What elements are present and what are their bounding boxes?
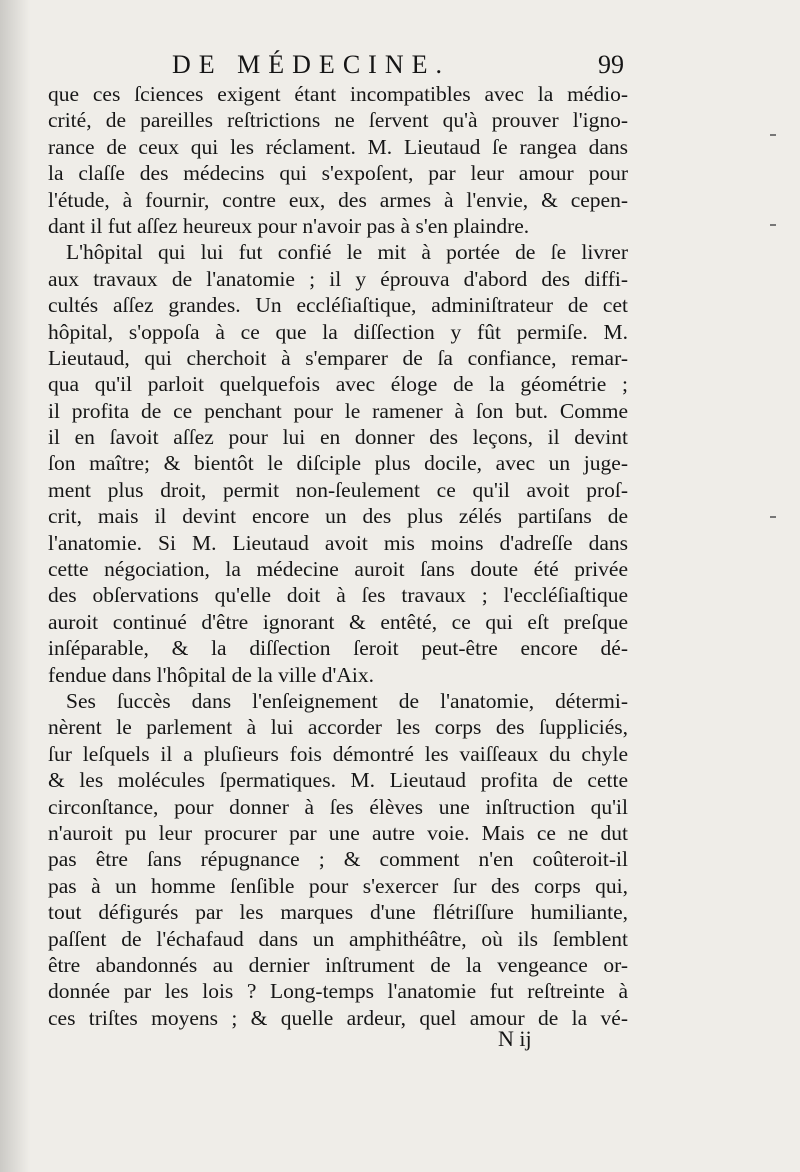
text-line: être abandonnés au dernier inſtrument de la vengeance or- — [48, 952, 628, 977]
text-line: qua qu'il parloit quelquefois avec éloge de la géométrie ; — [48, 372, 628, 397]
text-line: la claſſe des médecins qui s'expoſent, par leur amour pour — [48, 161, 628, 186]
text-line: cultés aſſez grandes. Un eccléſiaſtique, adminiſtrateur de cet — [48, 293, 628, 318]
text-line: crité, de pareilles reſtrictions ne ſervent qu'à prouver l'igno- — [48, 108, 628, 133]
text-line: ſur leſquels il a pluſieurs fois démontré les vaiſſeaux du chyle — [48, 741, 628, 766]
text-line: que ces ſciences exigent étant incompatibles avec la médio- — [48, 82, 628, 106]
text-line: des obſervations qu'elle doit à ſes travaux ; l'eccléſiaſtique — [48, 583, 628, 608]
margin-dash — [770, 224, 776, 226]
text-line: hôpital, s'oppoſa à ce que la diſſection y fût permiſe. M. — [48, 319, 628, 344]
text-line: fendue dans l'hôpital de la ville d'Aix. — [48, 662, 374, 687]
text-line: ſon maître; & bientôt le diſciple plus docile, avec un juge- — [48, 451, 628, 476]
text-line: donnée par les lois ? Long-temps l'anatomie fut reſtreinte à — [48, 979, 628, 1004]
margin-dash — [770, 516, 776, 518]
text-line: inſéparable, & la diſſection ſeroit peut-être encore dé- — [48, 636, 628, 661]
text-line: ces triſtes moyens ; & quelle ardeur, quel amour de la vé- — [48, 1005, 628, 1030]
text-line: aux travaux de l'anatomie ; il y éprouva d'abord des diffi- — [48, 266, 628, 291]
text-line: ment plus droit, permit non-ſeulement ce qu'il avoit proſ- — [48, 477, 628, 502]
margin-dash — [770, 134, 776, 136]
gutter-shadow — [0, 0, 30, 1172]
text-line: pas être ſans répugnance ; & comment n'en coûteroit-il — [48, 847, 628, 872]
text-line: paſſent de l'échafaud dans un amphithéâtre, où ils ſemblent — [48, 926, 628, 951]
text-line: il en ſavoit aſſez pour lui en donner des leçons, il devint — [48, 425, 628, 450]
text-line: & les molécules ſpermatiques. M. Lieutaud profita de cette — [48, 768, 628, 793]
text-line: auroit continué d'être ignorant & entêté, ce qui eſt preſque — [48, 609, 628, 634]
text-line: il profita de ce penchant pour le ramener à ſon but. Comme — [48, 398, 628, 423]
text-line: crit, mais il devint encore un des plus zélés partiſans de — [48, 504, 628, 529]
text-line: pas à un homme ſenſible pour s'exercer ſur des corps qui, — [48, 873, 628, 898]
text-line: cette négociation, la médecine auroit ſans doute été privée — [48, 557, 628, 582]
text-line: L'hôpital qui lui fut confié le mit à portée de ſe livrer — [66, 240, 628, 265]
signature-mark: N ij — [498, 1026, 532, 1051]
text-line: rance de ceux qui les réclament. M. Lieutaud ſe rangea dans — [48, 134, 628, 159]
text-line: dant il fut aſſez heureux pour n'avoir pas à s'en plaindre. — [48, 213, 530, 238]
text-line: tout défigurés par les marques d'une flétriſſure humiliante, — [48, 900, 628, 925]
text-line: circonſtance, pour donner à ſes élèves une inſtruction qu'il — [48, 794, 628, 819]
running-title: DE MÉDECINE. — [172, 50, 450, 79]
text-line: Lieutaud, qui cherchoit à s'emparer de ſa confiance, remar- — [48, 345, 628, 370]
page-number: 99 — [598, 50, 624, 79]
text-line: l'étude, à fournir, contre eux, des armes à l'envie, & cepen- — [48, 187, 628, 212]
text-line: Ses ſuccès dans l'enſeignement de l'anatomie, détermi- — [66, 688, 628, 713]
text-line: nèrent le parlement à lui accorder les corps des ſuppliciés, — [48, 715, 628, 740]
body-text — [48, 81, 628, 1031]
running-head — [0, 50, 800, 84]
text-line: l'anatomie. Si M. Lieutaud avoit mis moins d'adreſſe dans — [48, 530, 628, 555]
text-line: n'auroit pu leur procurer par une autre voie. Mais ce ne dut — [48, 820, 628, 845]
